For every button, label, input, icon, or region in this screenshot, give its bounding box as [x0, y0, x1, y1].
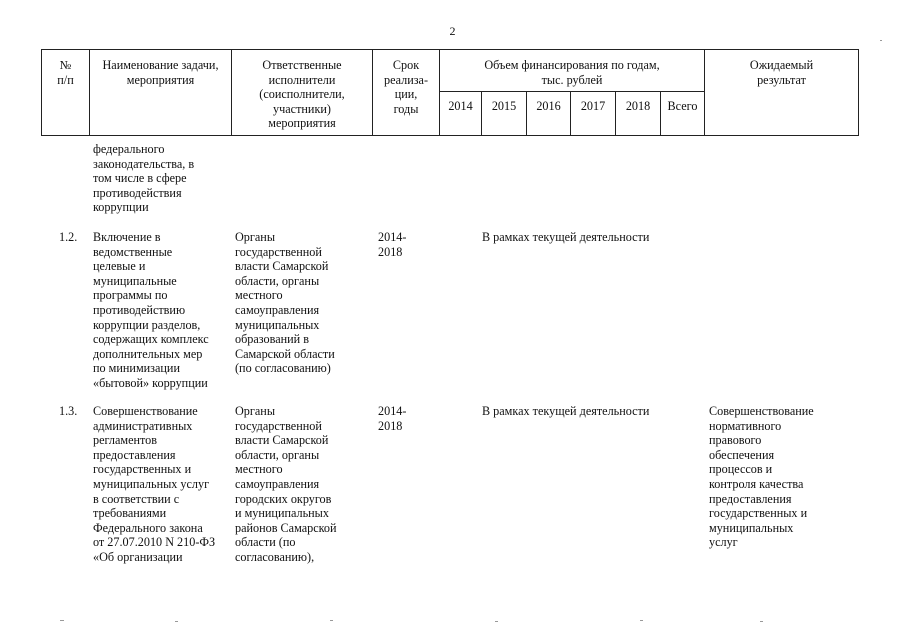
row-term: 2014- 2018 — [378, 230, 407, 259]
page-number: 2 — [449, 24, 456, 38]
header-responsible: Ответственные исполнители (соисполнители, участники) мероприятия — [259, 58, 345, 131]
header-year-2016: 2016 — [536, 99, 561, 113]
row-term: 2014- 2018 — [378, 404, 407, 433]
header-number: № п/п — [57, 58, 74, 87]
row-expected-result: Совершенствование нормативного правового обеспечения процессов и контроля качества предоставления государственных и муниципальных услуг — [709, 404, 814, 550]
header-term: Срок реализа- ции, годы — [383, 58, 429, 116]
row-task-name: федерального законодательства, в том числе в сфере противодействия коррупции — [93, 142, 195, 215]
scan-speck — [175, 621, 178, 622]
scan-speck — [760, 621, 763, 622]
row-responsible: Органы государственной власти Самарской области, органы местного самоуправления муниципальных образований в Самарской области (по согласованию) — [235, 230, 335, 376]
header-col-line — [858, 49, 859, 136]
row-financing: В рамках текущей деятельности — [482, 230, 650, 244]
scan-speck — [880, 40, 882, 41]
scan-speck — [640, 620, 643, 621]
header-year-2015: 2015 — [491, 99, 517, 113]
scan-speck — [330, 620, 333, 621]
header-expected-result: Ожидаемый результат — [749, 58, 814, 87]
row-financing: В рамках текущей деятельности — [482, 404, 650, 418]
row-task-name: Совершенствование административных регламентов предоставления государственных и муниципальных услуг в соответствии с требованиями Федерального закона от 27.07.2010 N 210-ФЗ «Об организации — [93, 404, 216, 564]
row-number: 1.3. — [59, 404, 78, 418]
header-total: Всего — [667, 99, 698, 113]
scan-speck — [495, 621, 498, 622]
row-responsible: Органы государственной власти Самарской области, органы местного самоуправления городских округов и муниципальных районов Самарской области (по согласованию), — [235, 404, 337, 564]
row-task-name: Включение в ведомственные целевые и муниципальные программы по противодействию коррупции разделов, содержащих комплекс дополнительных мер по минимизации «бытовой» коррупции — [93, 230, 209, 390]
scan-speck — [60, 620, 64, 621]
header-top-border — [41, 49, 859, 50]
header-financing: Объем финансирования по годам, тыс. рублей — [484, 58, 660, 87]
header-bottom-border — [41, 135, 859, 136]
header-task-name: Наименование задачи, мероприятия — [102, 58, 219, 87]
header-years-divider — [439, 91, 704, 92]
header-year-2018: 2018 — [625, 99, 651, 113]
header-year-2017: 2017 — [580, 99, 606, 113]
header-year-2014: 2014 — [448, 99, 473, 113]
row-number: 1.2. — [59, 230, 78, 244]
